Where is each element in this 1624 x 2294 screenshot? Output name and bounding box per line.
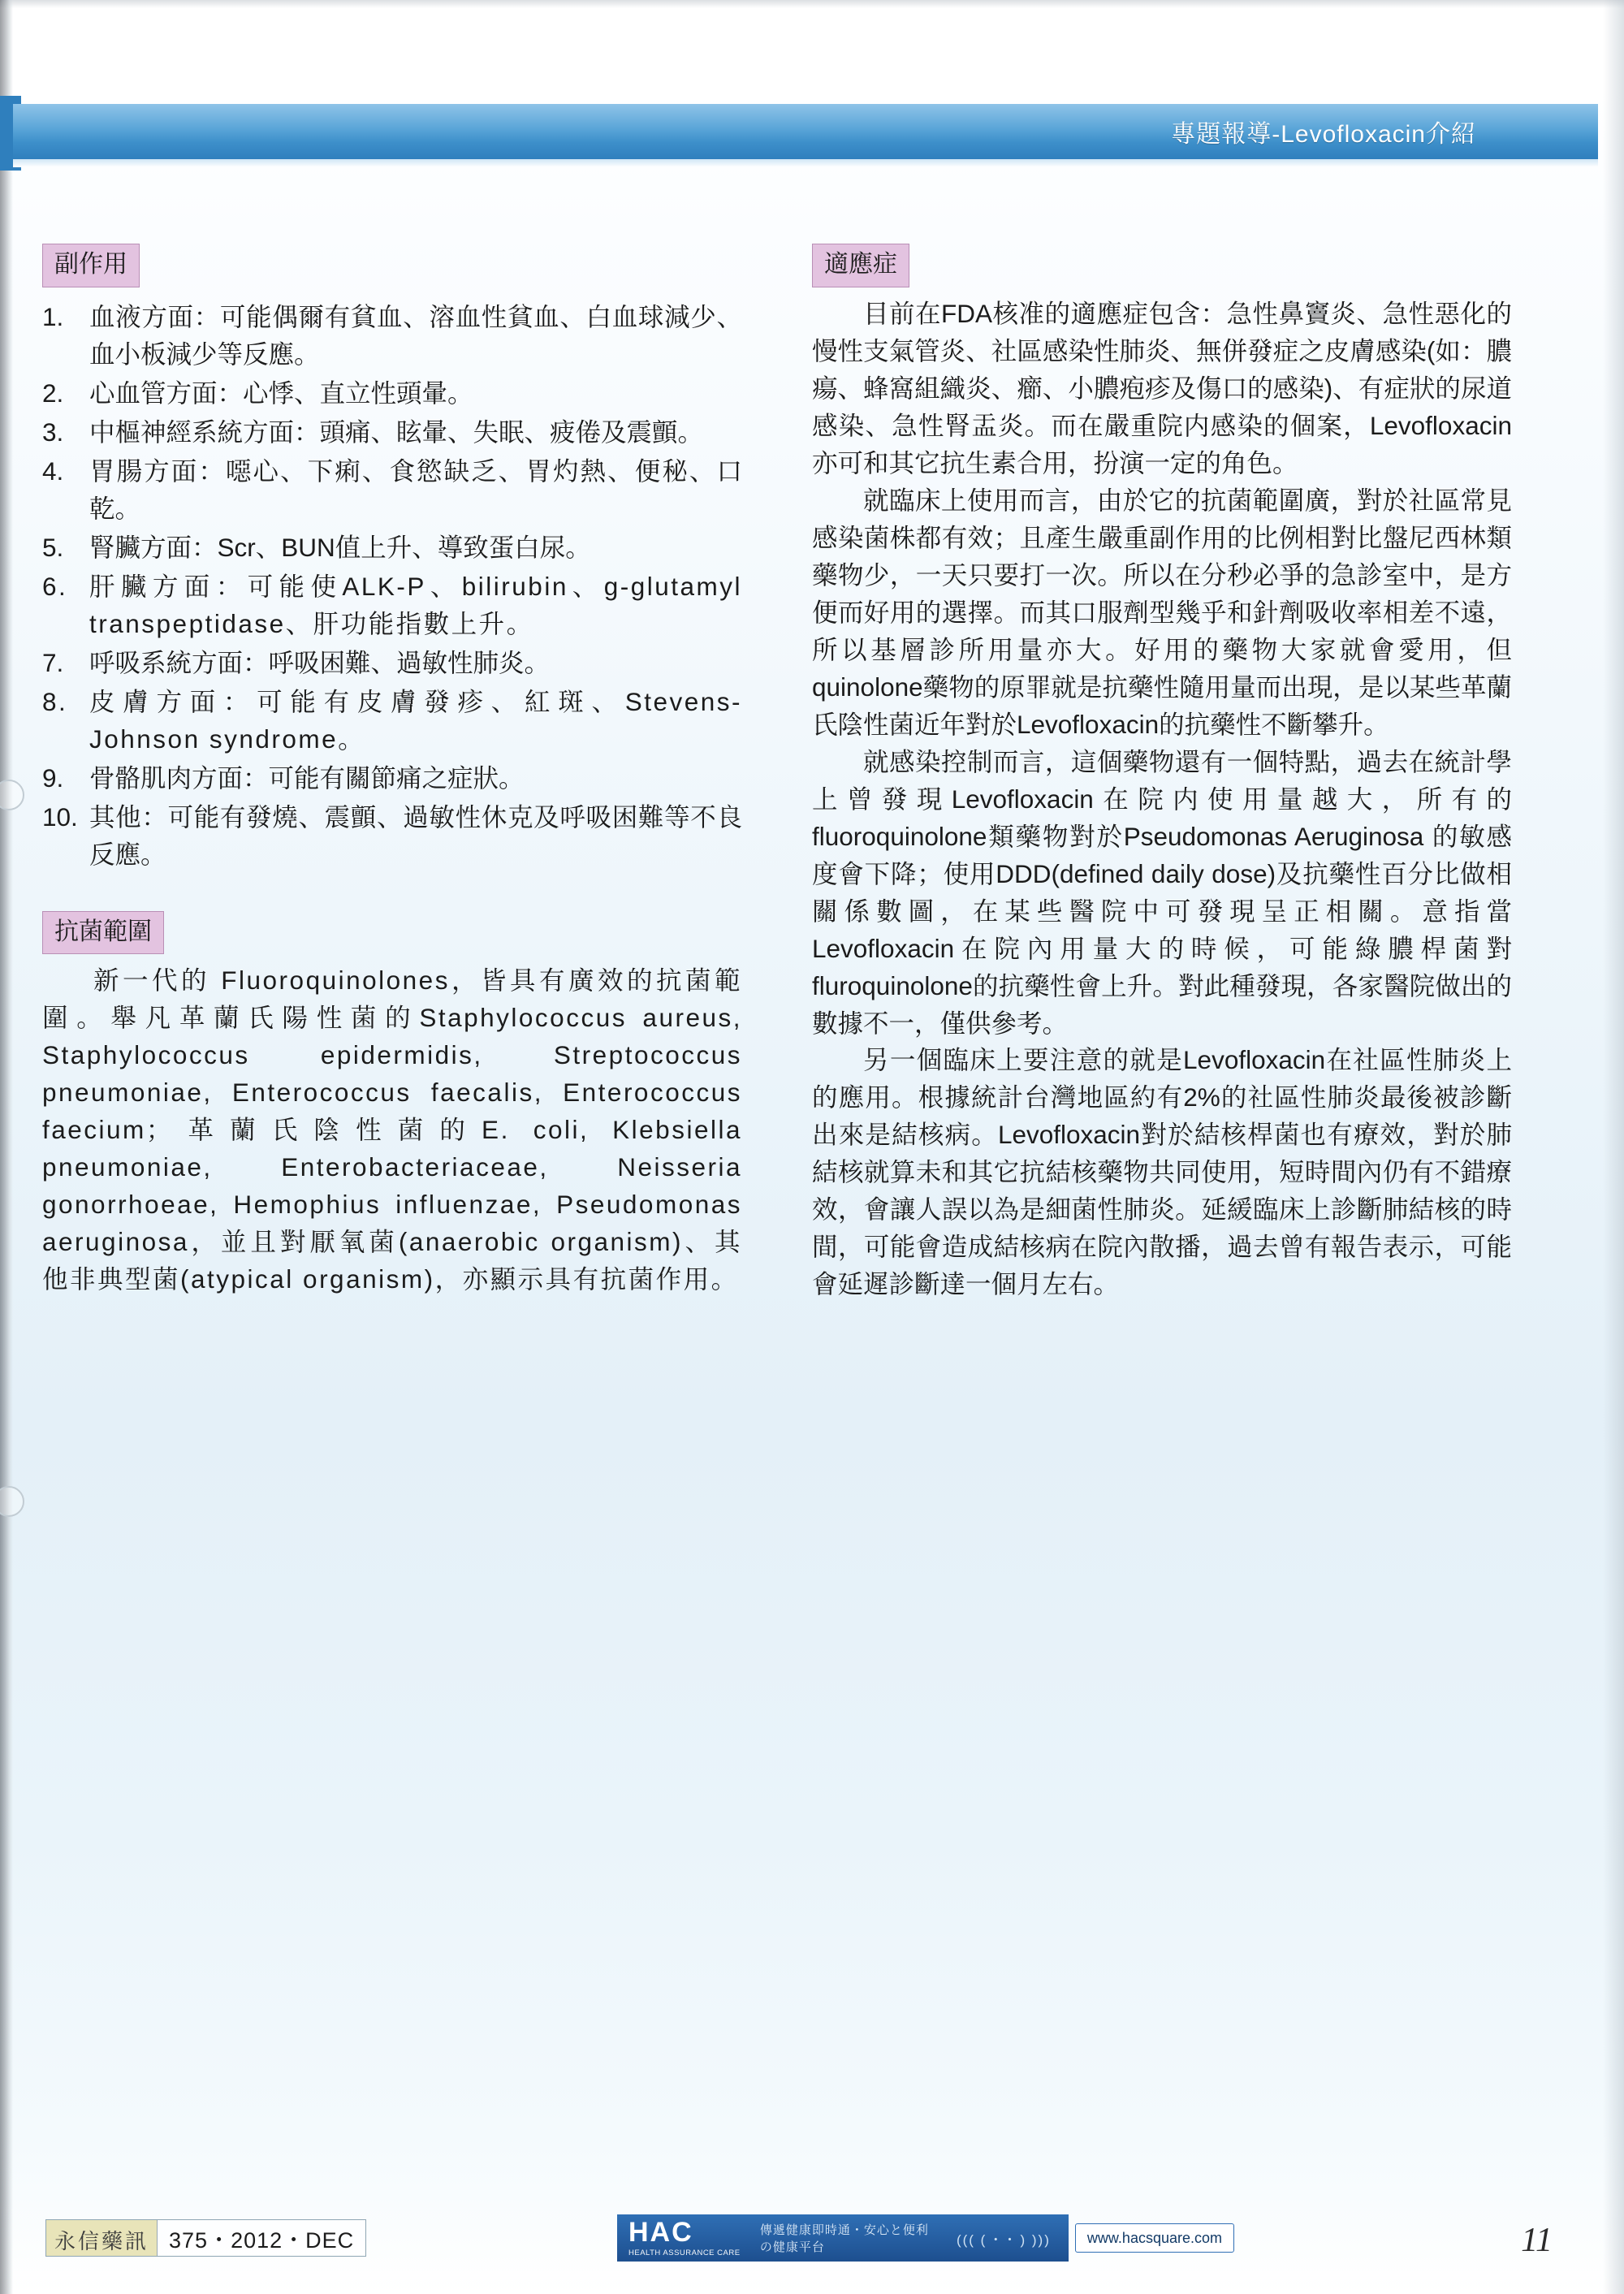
- side-effects-list: [42, 299, 742, 874]
- page-number: 11: [1521, 2222, 1553, 2259]
- list-item-number: 8.: [42, 686, 68, 716]
- list-item-number: 10.: [42, 801, 78, 832]
- list-item-number: 1.: [42, 301, 64, 331]
- left-column: [42, 244, 742, 1298]
- list-item-text: 胃腸方面：噁心、下痢、食慾缺乏、胃灼熱、便秘、口乾。: [89, 456, 742, 523]
- list-item-text: 心血管方面：心悸、直立性頭暈。: [89, 378, 473, 408]
- hac-logo-main: HAC: [628, 2217, 693, 2248]
- right-column: [812, 244, 1512, 1303]
- list-item: [42, 299, 742, 374]
- list-item-text: 皮膚方面：可能有皮膚發疹、紅斑、Stevens-Johnson syndrome。: [89, 686, 742, 754]
- hac-logo-tagline: 傳遞健康即時通・安心と便利の健康平台: [760, 2214, 939, 2262]
- list-item: [42, 799, 742, 874]
- hole-punch-icon: [0, 780, 24, 810]
- list-item-number: 3.: [42, 417, 64, 447]
- list-item-text: 腎臟方面：Scr、BUN值上升、導致蛋白尿。: [89, 532, 591, 562]
- list-item-number: 2.: [42, 378, 64, 408]
- list-item-text: 中樞神經系統方面：頭痛、眩暈、失眠、疲倦及震顫。: [89, 417, 704, 447]
- indications-paragraph-1: 目前在FDA核准的適應症包含：急性鼻竇炎、急性惡化的慢性支氣管炎、社區感染性肺炎、無併發症之皮膚感染(如：膿瘍、蜂窩組織炎、癤、小膿疱疹及傷口的感染)、有症狀的尿道感染、急性腎盂炎。而在嚴重院内感染的個案，Levofloxacin亦可和其它抗生素合用，扮演一定的角色。: [812, 298, 1512, 477]
- antibacterial-spectrum-paragraph: 新一代的 Fluoroquinolones，皆具有廣效的抗菌範圍。舉凡革蘭氏陽性菌的Staphylococcus aureus, Staphylococcus epidermidis, Streptococcus pneumoniae, Enterococcus faecalis, Enterococcus faecium；革蘭氏陰性菌的E. coli, Klebsiella pneumoniae, Enterobacteriaceae, Neisseria gonorrhoeae, Hemophius influenzae, Pseudomonas aeruginosa，並且對厭氧菌(anaerobic organism)、其他非典型菌(atypical organism)，亦顯示具有抗菌作用。: [42, 966, 742, 1294]
- hac-logo: [617, 2214, 1234, 2262]
- indications-paragraph-2: 就臨床上使用而言，由於它的抗菌範圍廣，對於社區常見感染菌株都有效；且產生嚴重副作用的比例相對比盤尼西林類藥物少，一天只要打一次。所以在分秒必爭的急診室中，是方便而好用的選擇。而其口服劑型幾乎和針劑吸收率相差不遠，所以基層診所用量亦大。好用的藥物大家就會愛用，但quinolone藥物的原罪就是抗藥性隨用量而出現，是以某些革蘭氏陰性菌近年對於Levofloxacin的抗藥性不斷攀升。: [812, 485, 1512, 739]
- list-item-number: 6.: [42, 571, 68, 601]
- section-gap: [42, 875, 742, 911]
- list-item: [42, 453, 742, 528]
- section-title-antibacterial-spectrum: 抗菌範圍: [42, 911, 164, 955]
- scan-left-edge: [0, 0, 13, 2294]
- hac-logo-box: [617, 2214, 760, 2262]
- list-item-text: 骨骼肌肉方面：可能有關節痛之症狀。: [89, 763, 525, 793]
- list-item-number: 7.: [42, 647, 64, 677]
- list-item: [42, 414, 742, 451]
- list-item-number: 5.: [42, 532, 64, 562]
- hac-logo-sub: HEALTH ASSURANCE CARE: [628, 2249, 741, 2257]
- section-title-indications: 適應症: [812, 244, 909, 287]
- list-item: [42, 645, 742, 682]
- header-underline: [13, 159, 1598, 167]
- list-item-text: 其他：可能有發燒、震顫、過敏性休克及呼吸困難等不良反應。: [89, 801, 742, 869]
- list-item-text: 血液方面：可能偶爾有貧血、溶血性貧血、白血球減少、血小板減少等反應。: [89, 301, 742, 369]
- hole-punch-icon: [0, 1486, 24, 1517]
- indications-paragraph-4: 另一個臨床上要注意的就是Levofloxacin在社區性肺炎上的應用。根據統計台灣地區約有2%的社區性肺炎最後被診斷出來是結核病。Levofloxacin對於結核桿菌也有療效，對於肺結核就算未和其它抗結核藥物共同使用，短時間內仍有不錯療效，會讓人誤以為是細菌性肺炎。延緩臨床上診斷肺結核的時間，可能會造成結核病在院內散播，過去曾有報告表示，可能會延遲診斷達一個月左右。: [812, 1045, 1512, 1299]
- list-item: [42, 375, 742, 413]
- list-item-number: 9.: [42, 763, 64, 793]
- page-header-band: [13, 104, 1598, 159]
- footer-brand: 永信藥訊: [46, 2220, 158, 2256]
- page-footer: [0, 2180, 1624, 2294]
- list-item: [42, 568, 742, 643]
- scan-top-edge: [0, 0, 1624, 8]
- list-item-number: 4.: [42, 456, 64, 486]
- list-item: [42, 760, 742, 797]
- list-item-text: 呼吸系統方面：呼吸困難、過敏性肺炎。: [89, 647, 551, 677]
- page-header-title: 專題報導-Levofloxacin介紹: [1171, 121, 1476, 148]
- footer-issue-block: [45, 2219, 366, 2257]
- footer-issue-text: 375・2012・DEC: [169, 2227, 355, 2253]
- hac-website-url[interactable]: www.hacsquare.com: [1075, 2223, 1234, 2253]
- scan-right-edge: [1603, 0, 1624, 2294]
- list-item-text: 肝臟方面：可能使ALK-P、bilirubin、g-glutamyl transpeptidase、肝功能指數上升。: [89, 571, 742, 638]
- signal-wave-icon: ((( ( ･ ･ ) ))): [939, 2214, 1069, 2262]
- list-item: [42, 529, 742, 567]
- indications-paragraph-3: 就感染控制而言，這個藥物還有一個特點，過去在統計學上曾發現Levofloxacin在院内使用量越大，所有的fluoroquinolone類藥物對於Pseudomonas Aeruginosa 的敏感度會下降；使用DDD(defined daily dose)及抗藥性百分比做相關係數圖，在某些醫院中可發現呈正相關。意指當Levofloxacin在院內用量大的時候，可能綠膿桿菌對fluroquinolone的抗藥性會上升。對此種發現，各家醫院做出的數據不一，僅供參考。: [812, 746, 1512, 1038]
- section-title-side-effects: 副作用: [42, 244, 140, 287]
- list-item: [42, 684, 742, 758]
